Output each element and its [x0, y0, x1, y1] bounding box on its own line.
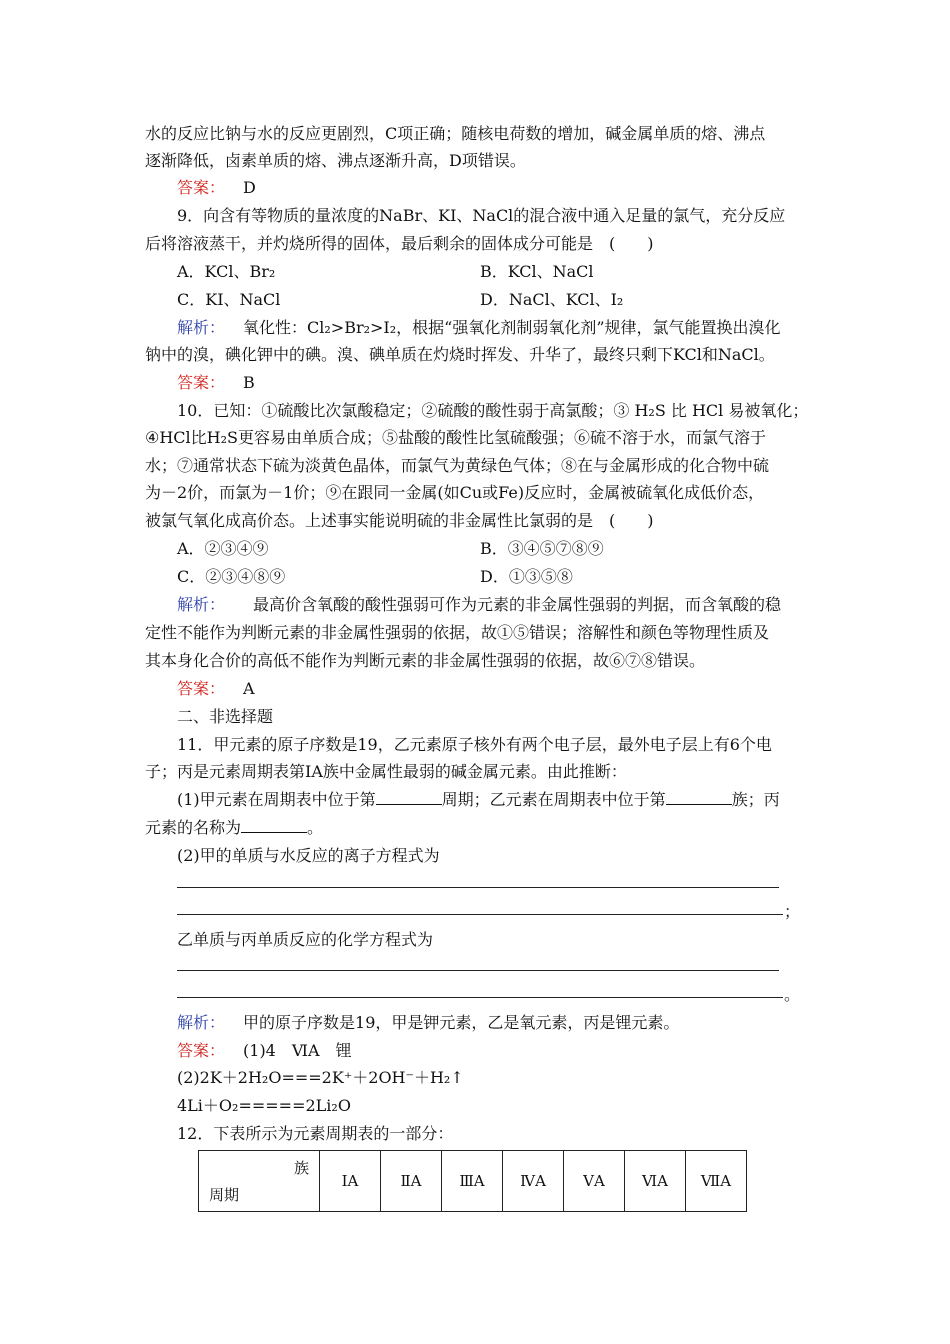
q11-answer-line-3: 4Li＋O₂=====2Li₂O: [177, 1096, 351, 1115]
q9-option-d: D．NaCl、KCl、I₂: [480, 290, 624, 309]
answer-line[interactable]: [177, 970, 779, 971]
q11-part1-text: 周期；乙元素在周期表中位于第: [441, 790, 666, 809]
answer-line[interactable]: [177, 914, 783, 915]
q11-answer-line-2: (2)2K＋2H₂O===2K⁺＋2OH⁻＋H₂↑: [177, 1068, 464, 1087]
q11-answer: [177, 1041, 352, 1061]
q11-part3: 乙单质与丙单质反应的化学方程式为: [177, 930, 434, 949]
q9-option-b: B．KCl、NaCl: [480, 262, 594, 281]
answer-blank[interactable]: [666, 790, 732, 805]
period-header: 周期: [209, 1186, 240, 1204]
group-header: 族: [293, 1159, 309, 1177]
answer-blank[interactable]: [241, 818, 307, 833]
q9-option-c: C．KI、NaCl: [177, 290, 281, 309]
q9-analysis-line-1: [177, 318, 781, 338]
answer-value: B: [243, 373, 255, 392]
analysis-label: 解析：: [177, 595, 226, 614]
q11-part1-text: (1)甲元素在周期表中位于第: [177, 790, 376, 809]
q11-part1-line-1: [177, 790, 780, 810]
answer-line[interactable]: [177, 887, 779, 888]
q9-answer: [177, 373, 255, 393]
q12-line-1: 12．下表所示为元素周期表的一部分：: [177, 1124, 454, 1143]
analysis-text: 氧化性：Cl₂>Br₂>I₂，根据“强氧化剂制弱氧化剂”规律，氯气能置换出溴化: [243, 318, 781, 337]
answer-label: 答案：: [177, 373, 226, 392]
q11-part1-line-2: [145, 818, 323, 838]
q10-analysis-line-2: 定性不能作为判断元素的非金属性强弱的依据，故①⑤错误；溶解性和颜色等物理性质及: [145, 623, 770, 642]
group-cell: ⅥA: [625, 1151, 686, 1212]
analysis-text: 甲的原子序数是19，甲是钾元素，乙是氧元素，丙是锂元素。: [243, 1013, 680, 1032]
q11-part1-text: 族；丙: [731, 790, 780, 809]
q9-line-2: 后将溶液蒸干，并灼烧所得的固体，最后剩余的固体成分可能是 ( ): [145, 234, 654, 253]
group-cell: ⅡA: [381, 1151, 442, 1212]
answer-label: 答案：: [177, 1041, 226, 1060]
answer-blank[interactable]: [376, 790, 442, 805]
q9-option-a: A．KCl、Br₂: [177, 262, 276, 281]
intro-line-2: 逐渐降低，卤素单质的熔、沸点逐渐升高，D项错误。: [145, 151, 526, 170]
q11-analysis: [177, 1013, 679, 1033]
analysis-text: 最高价含氧酸的酸性强弱可作为元素的非金属性强弱的判据，而含氧酸的稳: [253, 595, 782, 614]
section-title: 二、非选择题: [177, 707, 274, 726]
intro-answer: [177, 178, 256, 198]
q10-line-5: 被氯气氧化成高价态。上述事实能说明硫的非金属性比氯弱的是 ( ): [145, 511, 654, 530]
q10-answer: [177, 679, 255, 699]
group-cell: ⅠA: [320, 1151, 381, 1212]
q9-line-1: 9．向含有等物质的量浓度的NaBr、KI、NaCl的混合液中通入足量的氯气，充分反应: [177, 206, 786, 225]
answer-line[interactable]: [177, 997, 783, 998]
analysis-label: 解析：: [177, 318, 226, 337]
answer-label: 答案：: [177, 679, 226, 698]
q10-line-4: 为－2价，而氯为－1价；⑨在跟同一金属(如Cu或Fe)反应时，金属被硫氧化成低价态，: [145, 483, 765, 502]
table-header-cell: [199, 1151, 320, 1212]
answer-label: 答案：: [177, 178, 226, 197]
answer-value: (1)4 ⅥA 锂: [243, 1041, 352, 1060]
q10-line-2: ④HCl比H₂S更容易由单质合成；⑤盐酸的酸性比氢硫酸强；⑥硫不溶于水，而氯气溶于: [145, 428, 766, 447]
analysis-label: 解析：: [177, 1013, 226, 1032]
table-row: [199, 1151, 747, 1212]
q11-part2: (2)甲的单质与水反应的离子方程式为: [177, 846, 440, 865]
q10-option-c: C．②③④⑧⑨: [177, 567, 286, 586]
q11-line-2: 子；丙是元素周期表第ⅠA族中金属性最弱的碱金属元素。由此推断：: [145, 762, 627, 781]
q11-part1-text: 。: [307, 818, 324, 837]
q10-analysis-line-1: [177, 595, 781, 615]
answer-value: A: [243, 679, 255, 698]
periodic-table: [198, 1150, 747, 1212]
q10-analysis-line-3: 其本身化合价的高低不能作为判断元素的非金属性强弱的依据，故⑥⑦⑧错误。: [145, 651, 706, 670]
group-cell: ⅦA: [686, 1151, 747, 1212]
answer-value: D: [243, 178, 256, 197]
q9-analysis-line-2: 钠中的溴，碘化钾中的碘。溴、碘单质在灼烧时挥发、升华了，最终只剩下KCl和NaCl。: [145, 345, 775, 364]
intro-line-1: 水的反应比钠与水的反应更剧烈，C项正确；随核电荷数的增加，碱金属单质的熔、沸点: [145, 124, 766, 143]
semicolon: ；: [784, 902, 801, 921]
group-cell: ⅤA: [564, 1151, 625, 1212]
q10-line-1: 10．已知：①硫酸比次氯酸稳定；②硫酸的酸性弱于高氯酸；③ H₂S 比 HCl 易被氧化；: [177, 401, 809, 420]
q10-option-d: D．①③⑤⑧: [480, 567, 573, 586]
period-mark: 。: [784, 985, 801, 1004]
q11-part1-text: 元素的名称为: [145, 818, 242, 837]
q10-line-3: 水；⑦通常状态下硫为淡黄色晶体，而氯气为黄绿色气体；⑧在与金属形成的化合物中硫: [145, 456, 770, 475]
group-cell: ⅣA: [503, 1151, 564, 1212]
q10-option-b: B．③④⑤⑦⑧⑨: [480, 539, 604, 558]
group-cell: ⅢA: [442, 1151, 503, 1212]
q11-line-1: 11．甲元素的原子序数是19，乙元素原子核外有两个电子层，最外电子层上有6个电: [177, 735, 772, 754]
q10-option-a: A．②③④⑨: [177, 539, 269, 558]
